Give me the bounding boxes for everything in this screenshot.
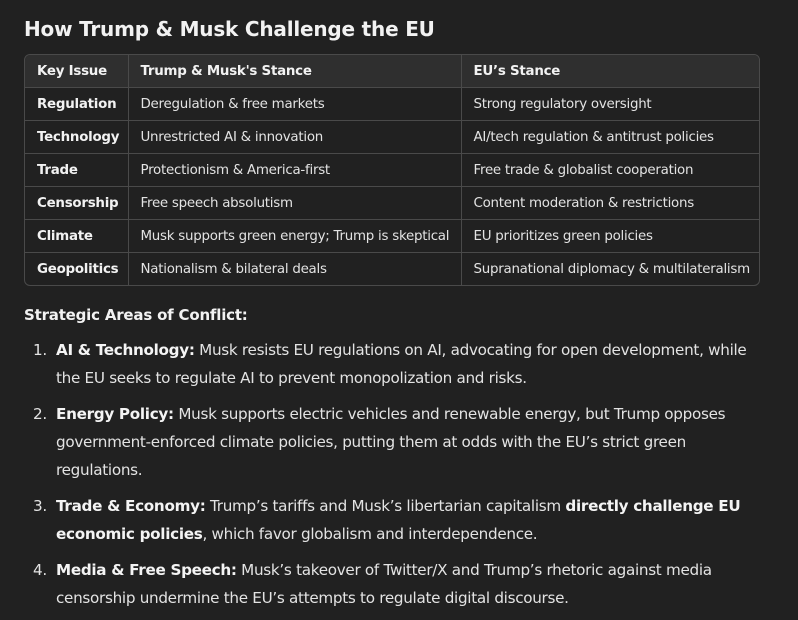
trump-musk-cell: Free speech absolutism [128,187,461,220]
table-row [25,121,759,154]
list-item [24,556,764,612]
eu-cell: AI/tech regulation & antitrust policies [461,121,759,154]
trump-musk-cell: Musk supports green energy; Trump is skeptical [128,220,461,253]
section-heading: Strategic Areas of Conflict: [24,306,248,324]
list-item-title: Energy Policy: [56,405,174,423]
list-item [24,492,764,548]
list-item [24,336,764,392]
list-item-text: Musk resists EU regulations on AI, advocating for open development, while the EU seeks to regulate AI to prevent monopolization and risks. [56,341,747,387]
key-issue-cell: Technology [25,121,128,154]
eu-cell: Free trade & globalist cooperation [461,154,759,187]
list-item-text-end: , which favor globalism and interdependence. [202,525,538,543]
table-row [25,220,759,253]
key-issue-cell: Regulation [25,88,128,121]
table-row [25,154,759,187]
eu-cell: Content moderation & restrictions [461,187,759,220]
header-eu-stance: EU’s Stance [461,55,759,88]
trump-musk-cell: Protectionism & America-first [128,154,461,187]
response-title: How Trump & Musk Challenge the EU [24,17,435,41]
list-item-title: Media & Free Speech: [56,561,237,579]
key-issue-cell: Trade [25,154,128,187]
table-row [25,187,759,220]
trump-musk-cell: Unrestricted AI & innovation [128,121,461,154]
list-item-text: Musk’s takeover of Twitter/X and Trump’s rhetoric against media censorship undermine the EU’s attempts to regulate digital discourse. [56,561,712,607]
list-item-title: AI & Technology: [56,341,195,359]
key-issue-cell: Geopolitics [25,253,128,286]
trump-musk-cell: Deregulation & free markets [128,88,461,121]
list-number: 1. [33,341,47,359]
trump-musk-cell: Nationalism & bilateral deals [128,253,461,286]
key-issue-cell: Climate [25,220,128,253]
table-header-row [25,55,759,88]
table-row [25,253,759,286]
list-item [24,400,764,484]
list-item-title: Trade & Economy: [56,497,206,515]
table-row [25,88,759,121]
eu-cell: Supranational diplomacy & multilateralism [473,261,750,277]
comparison-table [24,54,760,286]
header-key-issue: Key Issue [25,55,128,88]
list-number: 4. [33,561,47,579]
response-content [24,14,764,620]
eu-cell: EU prioritizes green policies [461,220,759,253]
list-item-text: Musk supports electric vehicles and renewable energy, but Trump opposes government-enforced climate policies, putting them at odds with the EU’s strict green regulations. [56,405,726,479]
key-issue-cell: Censorship [25,187,128,220]
list-item-text: Trump’s tariffs and Musk’s libertarian capitalism [205,497,566,515]
list-number: 2. [33,405,47,423]
header-trump-musk-stance: Trump & Musk's Stance [128,55,461,88]
list-item-emphasis: directly challenge EU economic policies [56,497,741,543]
conflict-list [24,336,764,612]
eu-cell: Strong regulatory oversight [461,88,759,121]
list-number: 3. [33,497,47,515]
